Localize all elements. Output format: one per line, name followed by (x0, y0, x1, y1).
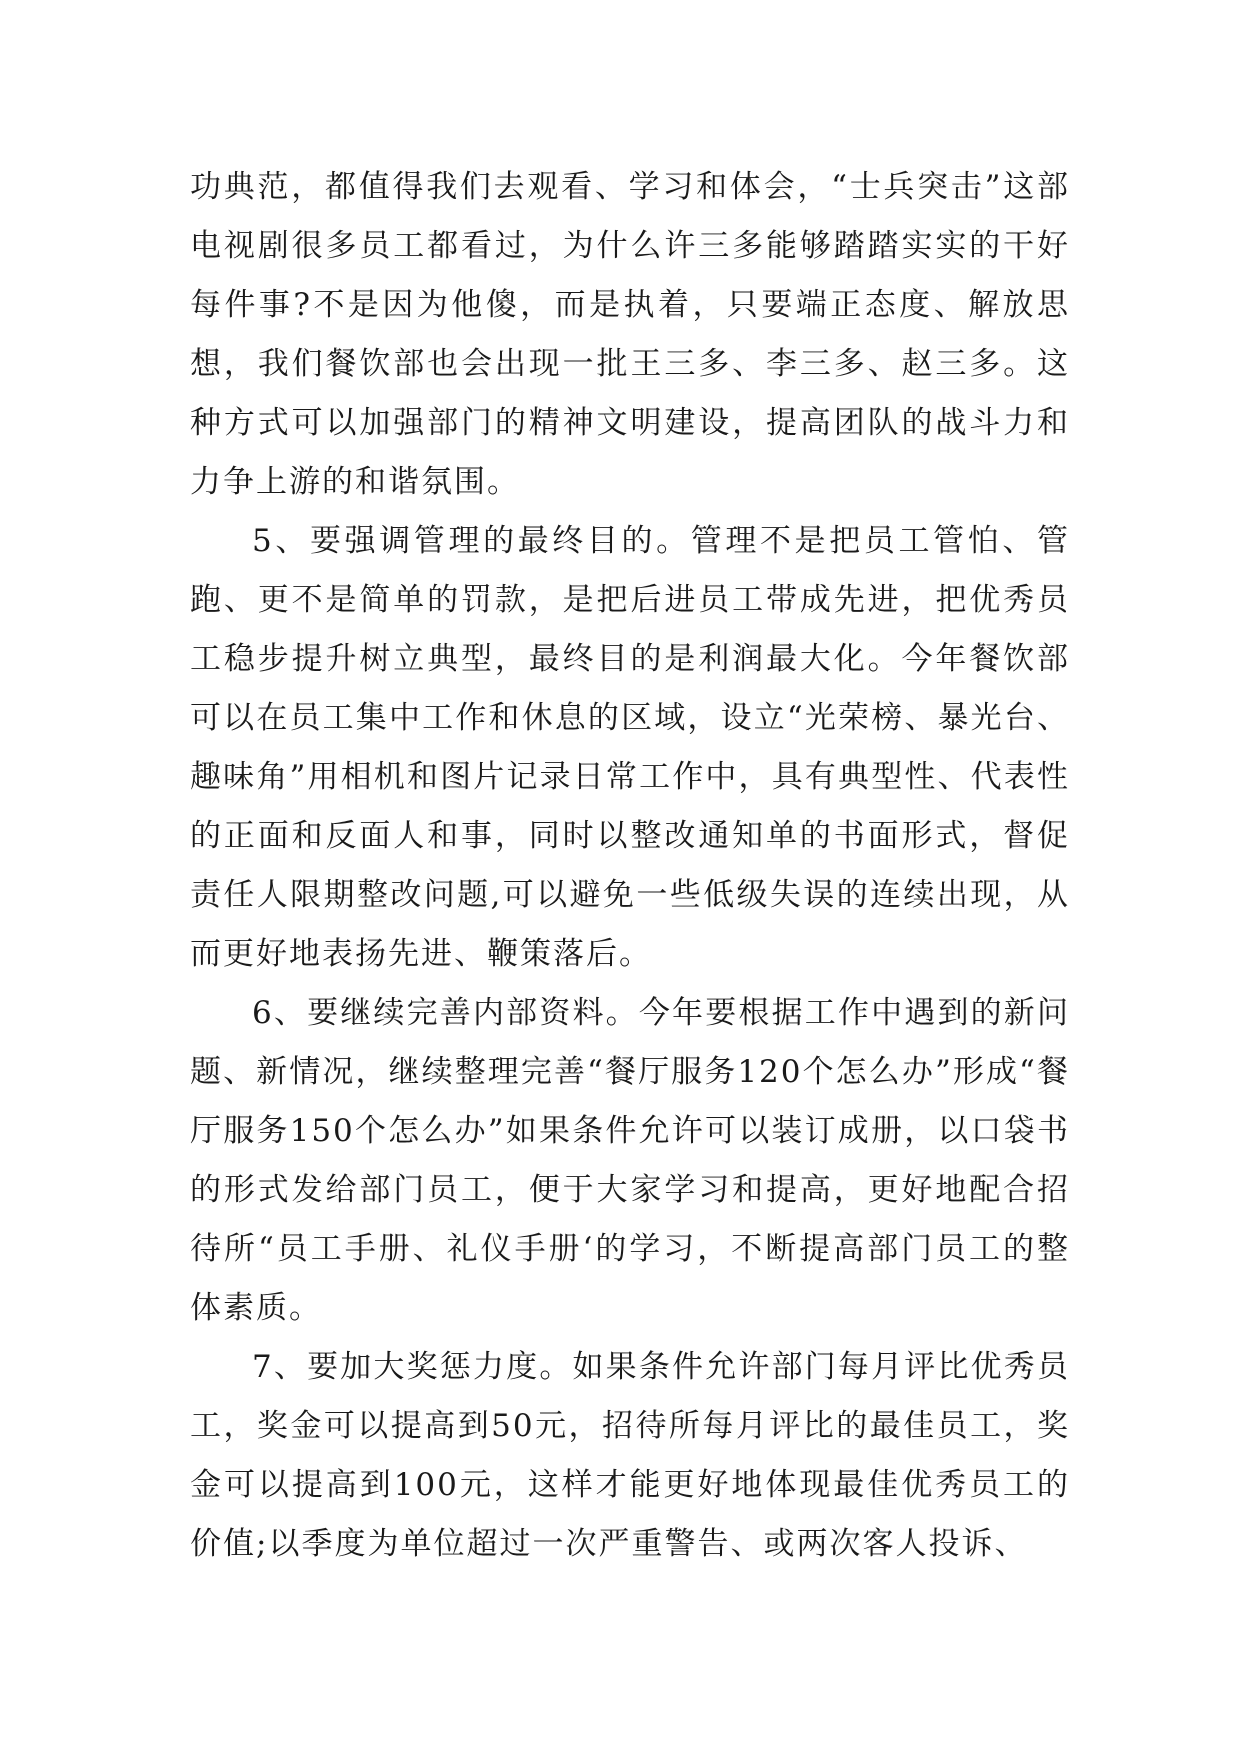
paragraph-continuation: 功典范，都值得我们去观看、学习和体会，“士兵突击”这部电视剧很多员工都看过，为什么许三多能够踏踏实实的干好每件事?不是因为他傻，而是执着，只要端正态度、解放思想，我们餐饮部也会出现一批王三多、李三多、赵三多。这种方式可以加强部门的精神文明建设，提高团队的战斗力和力争上游的和谐氛围。 (190, 169, 1070, 500)
paragraph-item-6: 6、要继续完善内部资料。今年要根据工作中遇到的新问题、新情况，继续整理完善“餐厅服务120个怎么办”形成“餐厅服务150个怎么办”如果条件允许可以装订成册，以口袋书的形式发给部门员工，便于大家学习和提高，更好地配合招待所“员工手册、礼仪手册‘的学习，不断提高部门员工的整体素质。 (190, 995, 1070, 1326)
paragraph-item-5: 5、要强调管理的最终目的。管理不是把员工管怕、管跑、更不是简单的罚款，是把后进员工带成先进，把优秀员工稳步提升树立典型，最终目的是利润最大化。今年餐饮部可以在员工集中工作和休息的区域，设立“光荣榜、暴光台、趣味角”用相机和图片记录日常工作中，具有典型性、代表性的正面和反面人和事，同时以整改通知单的书面形式，督促责任人限期整改问题,可以避免一些低级失误的连续出现，从而更好地表扬先进、鞭策落后。 (190, 523, 1070, 972)
document-body (190, 158, 1070, 1574)
paragraph-item-7: 7、要加大奖惩力度。如果条件允许部门每月评比优秀员工，奖金可以提高到50元，招待所每月评比的最佳员工，奖金可以提高到100元，这样才能更好地体现最佳优秀员工的价值;以季度为单位超过一次严重警告、或两次客人投诉、 (190, 1349, 1070, 1562)
